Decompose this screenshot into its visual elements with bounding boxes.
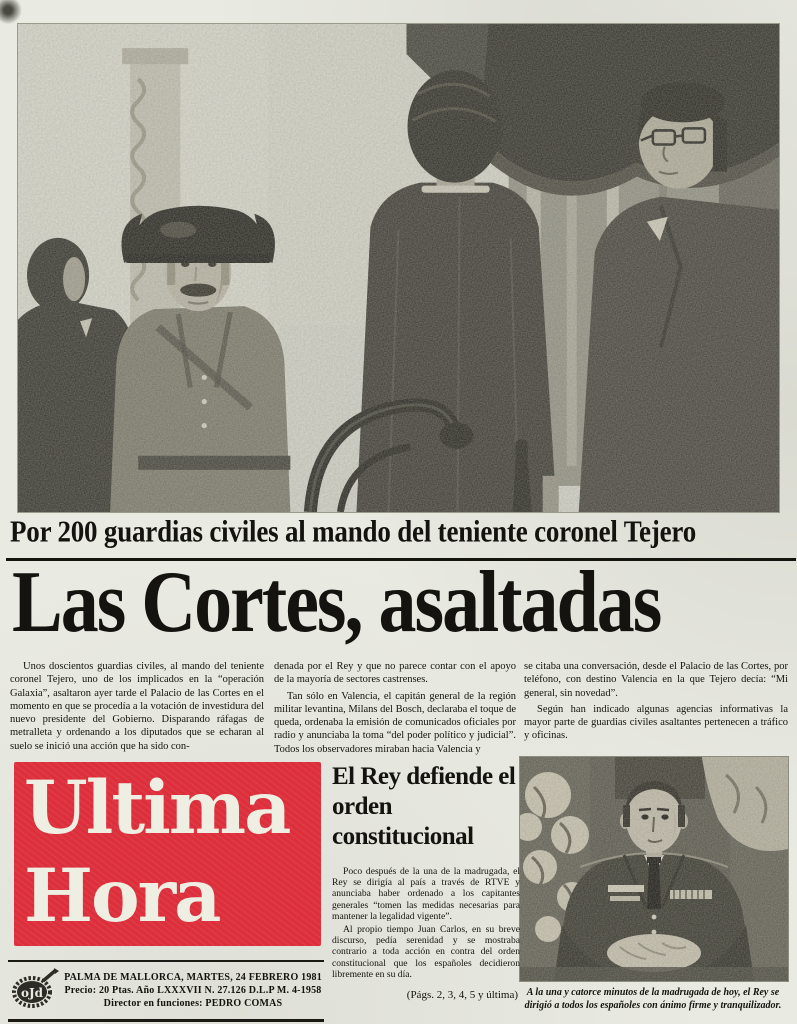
ojd-logo bbox=[10, 967, 62, 1013]
footer-director: Director en funciones: PEDRO COMAS bbox=[103, 997, 283, 1009]
secondary-story bbox=[332, 762, 520, 1001]
paragraph: Tan sólo en Valencia, el capitán general de la región militar levantina, Milans del Bosch, declaraba el toque de queda, ordenaba la emisión de comunicados oficiales por radio y anunciaba la toma “del poder político y judicial”. Todos los observadores miraban hacia Valencia y bbox=[274, 690, 517, 755]
paragraph: Unos doscientos guardias civiles, al mando del teniente coronel Tejero, uno de los implicados en la “operación Galaxia”, asaltaron ayer tarde el Palacio de las Cortes en el momento en que se procedía a la votación de investidura del nuevo presidente del Gobierno. Disparando ráfagas de metralleta y ordenando a los diputados que se echaran al suelo se inició una acción que ha sido con- bbox=[10, 661, 264, 752]
king-photo-illustration bbox=[520, 757, 788, 981]
king-photo-caption: A la una y catorce minutos de la madrugada de hoy, el Rey se dirigió a todos los españoles con ánimo firme y tranquilizador. bbox=[524, 987, 782, 1011]
secondary-body bbox=[332, 866, 520, 980]
paragraph: Poco después de la una de la madrugada, el Rey se dirigía al país a través de RTVE y anunciaba haber ordenado a los capitantes generales “tomen las medidas necesarias para mantener la legalidad vigente”. bbox=[332, 866, 520, 922]
main-headline-text: Las Cortes, asaltadas bbox=[12, 553, 661, 651]
paragraph: Según han indicado algunas agencias informativas la mayor parte de guardias civiles asaltantes pertenecen a tráfico y oficinas. bbox=[524, 703, 788, 742]
secondary-title: El Rey defiende el orden constitucional bbox=[332, 763, 516, 850]
masthead-line-2: Hora bbox=[24, 853, 220, 939]
footer-dateline: PALMA DE MALLORCA, MARTES, 24 FEBRERO 1981 bbox=[64, 971, 322, 983]
lead-column-3 bbox=[524, 660, 788, 746]
main-photo-illustration bbox=[18, 24, 779, 512]
footer-lines bbox=[64, 971, 322, 1010]
main-headline bbox=[12, 552, 792, 656]
footer-block bbox=[8, 954, 324, 1022]
masthead-line-1: Ultima bbox=[24, 765, 290, 851]
paragraph: Al propio tiempo Juan Carlos, en su breve discurso, pedía serenidad y se mostraba contrario a toda acción en contra del orden constitucional que los españoles decidieron libremente en su día. bbox=[332, 924, 520, 980]
footer-price-edition: Precio: 20 Ptas. Año LXXXVII N. 27.126 D.L.P M. 4-1958 bbox=[64, 984, 322, 996]
main-photo-cortes-assault bbox=[18, 24, 779, 512]
paragraph: se citaba una conversación, desde el Palacio de las Cortes, por teléfono, con destino Valencia en la que Tejero decía: “Mi general, sin novedad”. bbox=[524, 661, 788, 699]
king-tv-address-photo bbox=[520, 757, 788, 981]
footer-inner bbox=[8, 960, 324, 1022]
pages-reference: (Págs. 2, 3, 4, 5 y última) bbox=[406, 989, 518, 1002]
lead-column-2 bbox=[274, 660, 516, 759]
paragraph: denada por el Rey y que no parece contar con el apoyo de la mayoría de sectores castrenses. bbox=[274, 661, 516, 686]
masthead-ultima-hora bbox=[14, 762, 321, 946]
lead-column-1 bbox=[10, 660, 264, 756]
ojd-logo-text: oJd bbox=[20, 986, 44, 1000]
kicker-text: Por 200 guardias civiles al mando del teniente coronel Tejero bbox=[10, 513, 697, 549]
